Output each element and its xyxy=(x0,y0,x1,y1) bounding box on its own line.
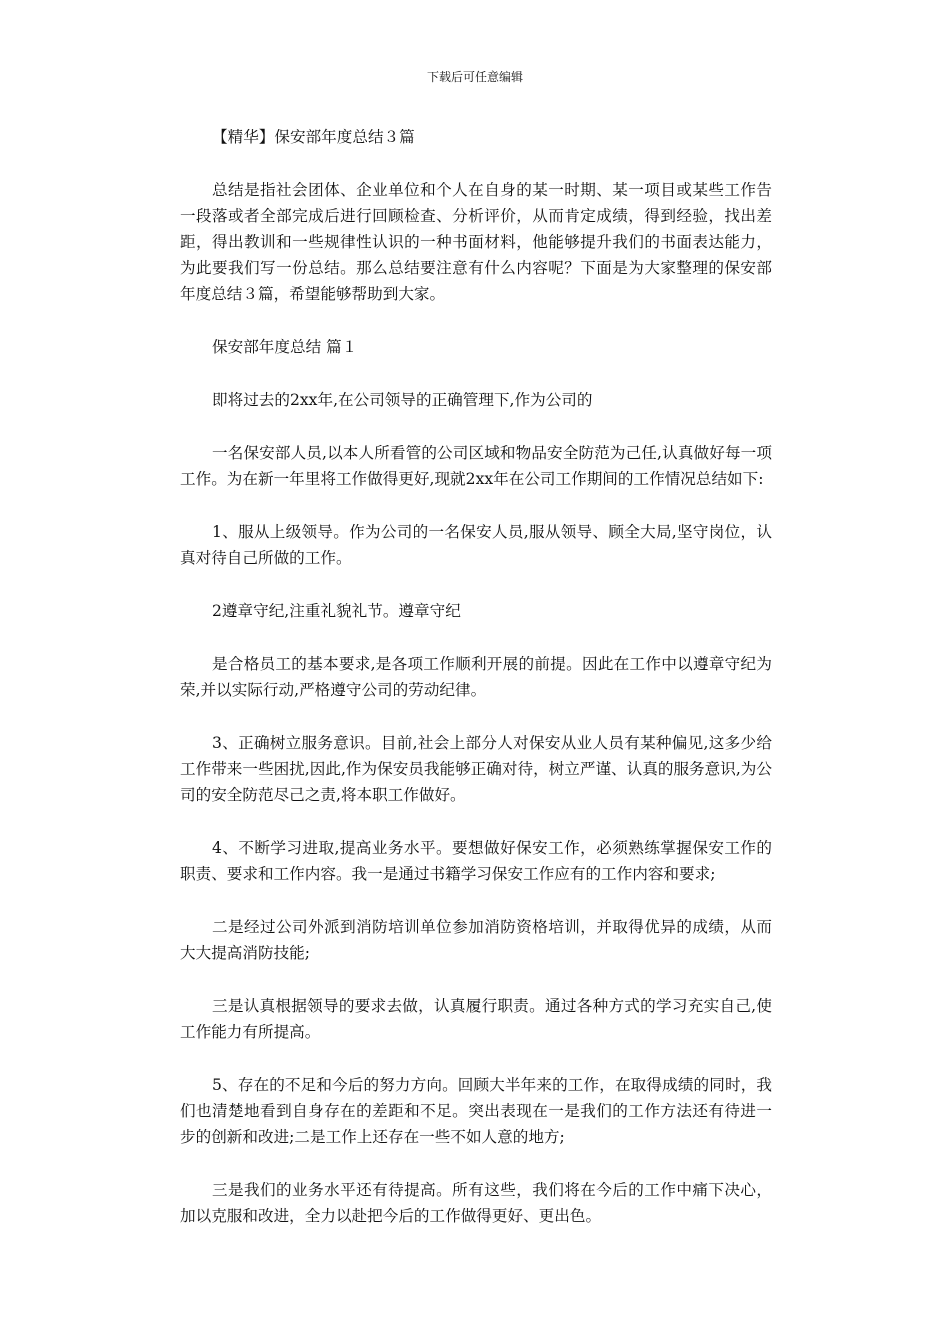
paragraph-item-5-third: 三是我们的业务水平还有待提高。所有这些，我们将在今后的工作中痛下决心，加以克服和改进，全力以赴把今后的工作做得更好、更出色。 xyxy=(180,1181,772,1225)
paragraph-item-2-heading: 2遵章守纪,注重礼貌礼节。遵章守纪 xyxy=(212,602,461,620)
paragraph-item-4-second: 二是经过公司外派到消防培训单位参加消防资格培训，并取得优异的成绩，从而大大提高消防技能; xyxy=(180,918,772,962)
document-body xyxy=(180,124,772,1256)
paragraph-item-4-third: 三是认真根据领导的要求去做，认真履行职责。通过各种方式的学习充实自己,使工作能力有所提高。 xyxy=(180,997,772,1041)
paragraph-overview: 一名保安部人员,以本人所看管的公司区域和物品安全防范为己任,认真做好每一项工作。为在新一年里将工作做得更好,现就2xx年在公司工作期间的工作情况总结如下: xyxy=(180,444,772,488)
paragraph-opening: 即将过去的2xx年,在公司领导的正确管理下,作为公司的 xyxy=(212,391,593,409)
section-heading: 保安部年度总结 篇１ xyxy=(212,338,358,356)
paragraph-item-2-body: 是合格员工的基本要求,是各项工作顺利开展的前提。因此在工作中以遵章守纪为荣,并以实际行动,严格遵守公司的劳动纪律。 xyxy=(180,655,772,699)
paragraph-item-4: 4、不断学习进取,提高业务水平。要想做好保安工作，必须熟练掌握保安工作的职责、要求和工作内容。我一是通过书籍学习保安工作应有的工作内容和要求; xyxy=(180,839,772,883)
paragraph-item-3: 3、正确树立服务意识。目前,社会上部分人对保安从业人员有某种偏见,这多少给工作带来一些困扰,因此,作为保安员我能够正确对待，树立严谨、认真的服务意识,为公司的安全防范尽己之责,将本职工作做好。 xyxy=(180,734,772,804)
paragraph-item-5: 5、存在的不足和今后的努力方向。回顾大半年来的工作，在取得成绩的同时，我们也清楚地看到自身存在的差距和不足。突出表现在一是我们的工作方法还有待进一步的创新和改进;二是工作上还存在一些不如人意的地方; xyxy=(180,1076,772,1146)
paragraph-intro: 总结是指社会团体、企业单位和个人在自身的某一时期、某一项目或某些工作告一段落或者全部完成后进行回顾检查、分析评价，从而肯定成绩，得到经验，找出差距，得出教训和一些规律性认识的一种书面材料，他能够提升我们的书面表达能力，为此要我们写一份总结。那么总结要注意有什么内容呢？下面是为大家整理的保安部年度总结３篇，希望能够帮助到大家。 xyxy=(180,181,772,303)
document-title: 【精华】保安部年度总结３篇 xyxy=(212,128,415,146)
page-header-note: 下载后可任意编辑 xyxy=(426,70,523,84)
paragraph-item-1: 1、服从上级领导。作为公司的一名保安人员,服从领导、顾全大局,坚守岗位，认真对待自己所做的工作。 xyxy=(180,523,772,567)
